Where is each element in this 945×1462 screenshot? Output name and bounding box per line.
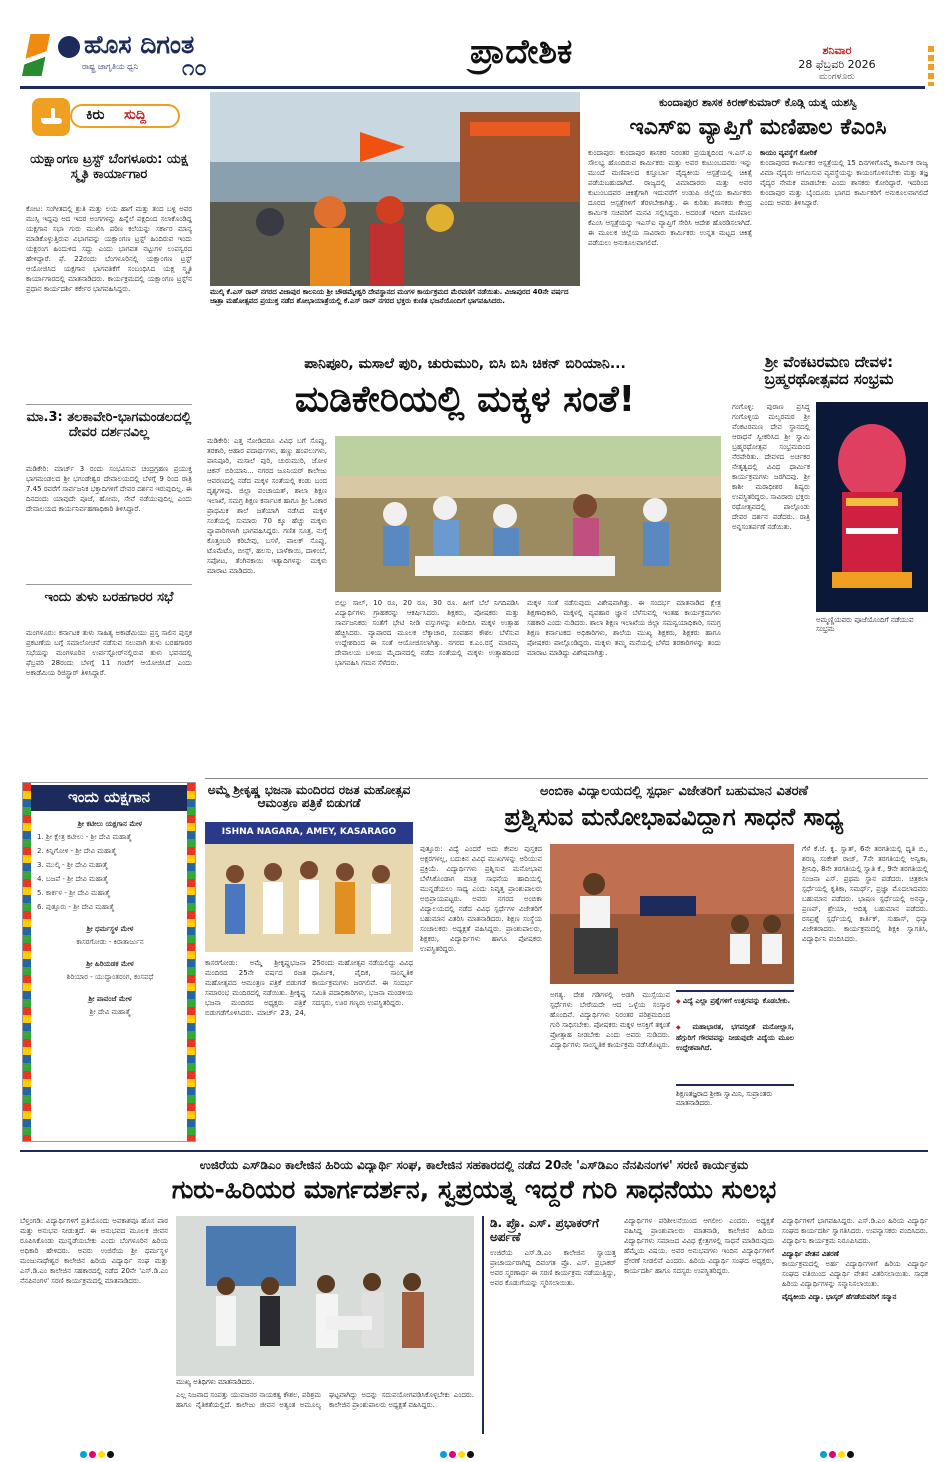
ambika-kicker: ಅಂಬಿಕಾ ವಿದ್ಯಾಲಯದಲ್ಲಿ ಸ್ಪರ್ಧಾ ವಿಜೇತರಿಗೆ ಬಹುಮಾನ ವಿತರಣೆ bbox=[540, 784, 808, 799]
news-item-body: ಕೋಟ: ಸಂಗೀತದಲ್ಲಿ ಶ್ರುತಿ ಮತ್ತು ಲಯ ಹಾಗೆ ಮತ್ತು ತಂದ ಬಳ್ಳಿ ಅವರ ಮುಸ್ಸಿ ಇದ್ದವು ಅದ ಇದರ ಅಂಗಗಳನ್ನು ಹಿನ್ನೆಲೆ ಪಕ್ಷದಿಂದ ಸಲಾಕೊಂಡಿದ್ದ ಯಕ್ಷಗಾನ ಸಭಾ ಗುರು ಮುಖಿಸಿ ಪರಿಣ ಕಲೆಯನ್ನು ಸರ್ಕಾರ ಮಾನ್ಯ ಮಾಡಿಕೊಳ್ಳುತ್ತಿರುವ ವಿಭಾಗವನ್ನು ಯಕ್ಷಾಂಗಣ ಟ್ರಸ್ಟ್ ಹಿಂದಿರುವ ಇಂದು ಯಕ್ಷರಂಗ ಹಿಂದುಳಿದ ಸದ್ದು ಎಂದು ಭಾಗವತ ನಟ್ಟುಗಳ ಲುಪಸ್ವರದ ಹೇಳಿದ್ದಾರೆ. ಫೆ. 22ರಂದು ಬೆಂಗಳೂರಿನಲ್ಲಿ ಯಕ್ಷಾಂಗಣ ಟ್ರಸ್ಟ್ ಆಯೋಜಿಸಿದ ಯಕ್ಷಗಾನ ಭಾಗವತಿಕೆಗೆ ಸಂಬಂಧಿಸಿದ ಯಕ್ಷ ಸ್ಮೃತಿ ಕಾರ್ಯಾಗಾರದಲ್ಲಿ ಮಾತನಾಡಿದರು. ಕಾರ್ಯಕ್ರಮದಲ್ಲಿ ಯಕ್ಷಾಂಗಣ ಟ್ರಸ್ಟ್‌ನ ಪ್ರಧಾನ ಕಾರ್ಯದರ್ಶಿ ಕರ್ಕೇರ ಭಾಗವಹಿಸಿದ್ದರು. bbox=[26, 205, 192, 293]
divider bbox=[26, 404, 192, 405]
logo-text: ಹೊಸ ದಿಗಂತ bbox=[84, 30, 195, 59]
madikeri-story bbox=[205, 352, 725, 772]
sdm-kicker: ಉಜಿರೆಯ ಎಸ್‌ಡಿಎಂ ಕಾಲೇಜಿನ ಹಿರಿಯ ವಿದ್ಯಾರ್ಥಿ ಸಂಘ, ಕಾಲೇಜಿನ ಸಹಕಾರದಲ್ಲಿ ನಡೆದ 20ನೇ 'ಎಸ್‌ಡಿಎಂ ನೆನಪಿನಂಗಳ' ಸರಣಿ ಕಾರ್ಯಕ್ರಮ bbox=[199, 1158, 749, 1172]
madikeri-body-right: ಮಕ್ಕಳ ಸಂತೆ ನಡೆಸುವುದು ವಿಶೇಷವಾಗಿತ್ತು. ಈ ಸಂದರ್ಭ ಮಾತನಾಡಿದ ಕ್ಷೇತ್ರ ಶಿಕ್ಷಣಾಧಿಕಾರಿ, ಮಕ್ಕಳಲ್ಲಿ ವ್ಯವಹಾರ ಜ್ಞಾನ ಬೆಳೆಸುವಲ್ಲಿ ಇಂತಹ ಕಾರ್ಯಕ್ರಮಗಳು ಸಹಕಾರಿ ಎಂದು ನುಡಿದರು. ಶಾಲಾ ಶಿಕ್ಷಣ ಇಲಾಖೆಯ ಜಿಲ್ಲಾ ಸಮನ್ವಯಾಧಿಕಾರಿ, ಸಮಗ್ರ ಶಿಕ್ಷಣ ಕರ್ನಾಟಕದ ಅಧಿಕಾರಿಗಳು, ಶಾಲೆಯ ಮುಖ್ಯ ಶಿಕ್ಷಕರು, ಶಿಕ್ಷಕರು ಹಾಗೂ ಪೋಷಕರು ಪಾಲ್ಗೊಂಡಿದ್ದರು. ಮಕ್ಕಳು ತಮ್ಮ ಮನೆಯಲ್ಲಿ ಬೆಳೆದ ತರಕಾರಿಗಳನ್ನು ತಂದು ಮಾರಾಟ ಮಾಡಿದ್ದು ವಿಶೇಷವಾಗಿತ್ತು. bbox=[527, 599, 721, 657]
sdm-box-body: ಉಜಿರೆಯ ಎಸ್.ಡಿ.ಎಂ ಕಾಲೇಜಿನ ಸ್ವಾಯತ್ತ ಪ್ರಾಚಾರ್ಯರಾಗಿದ್ದ ದಿವಂಗತ ಪ್ರೊ. ಎಸ್. ಪ್ರಭಾಕರ್ ಅವರ ಸ್ಮರಣಾರ್ಥ ಈ ಸರಣಿ ಕಾರ್ಯಕ್ರಮ ನಡೆಯುತ್ತಿದ್ದು, ಅವರ ಕೊಡುಗೆಯನ್ನು ಸ್ಮರಿಸಲಾಯಿತು. bbox=[490, 1249, 616, 1287]
sdm-story bbox=[20, 1156, 928, 1438]
yakshagana-line: ಕಾಸರಗೋಡು - ಕಿರಾತಾರ್ಜುನ bbox=[76, 938, 144, 946]
procession-photo bbox=[210, 92, 580, 286]
page-number: ೧೦ bbox=[182, 56, 207, 81]
venkataramana-body: ಗಂಗೊಳ್ಳಿ: ಪುರಾಣ ಪ್ರಸಿದ್ಧ ಗಂಗೊಳ್ಳಿಯ ಮಲ್ಯರಮಠ ಶ್ರೀ ವೆಂಕಟರಮಣ ದೇವ ಸ್ಥಾನದಲ್ಲಿ ಆರಾಧನೆ ಸ್ವೀಕರಿಸಿದ ಶ್ರೀ ಸ್ವಾಮಿ ಬ್ರಹ್ಮರಥೋತ್ಸವ ಸಂಭ್ರಮದಿಂದ ನೆರವೇರಿತು. ದೇವಳದ ಅರ್ಚಕರ ನೇತೃತ್ವದಲ್ಲಿ ವಿವಿಧ ಧಾರ್ಮಿಕ ಕಾರ್ಯಕ್ರಮಗಳು ಜರಗಿದವು. ಶ್ರೀ ಕಾಶೀ ಮಠಾಧೀಶರ ಶಿಷ್ಯರು ಉಪಸ್ಥಿತರಿದ್ದರು. ಸಾವಿರಾರು ಭಕ್ತರು ರಥೋತ್ಸವದಲ್ಲಿ ಪಾಲ್ಗೊಂಡು ದೇವರ ದರ್ಶನ ಪಡೆದರು. ರಾತ್ರಿ ಅನ್ನಸಂತರ್ಪಣೆ ನಡೆಯಿತು. bbox=[732, 403, 810, 531]
yakshagana-line: 4. ಬಜಪೆ - ಶ್ರೀ ದೇವಿ ಮಹಾತ್ಮೆ bbox=[37, 875, 108, 883]
news-item-3 bbox=[26, 590, 192, 770]
yakshagana-line: 2. ಕಿನ್ನಿಗೋಳಿ - ಶ್ರೀ ದೇವಿ ಮಹಾತ್ಮೆ bbox=[37, 847, 117, 855]
news-item-title: ಯಕ್ಷಾಂಗಣ ಟ್ರಸ್ಟ್ ಬೆಂಗಳೂರು: ಯಕ್ಷ ಸ್ಮೃತಿ ಕಾರ್ಯಾಗಾರ bbox=[30, 152, 188, 182]
logo-tagline: ರಾಷ್ಟ್ರ ಜಾಗೃತಿಯ ಧ್ವನಿ bbox=[82, 62, 139, 71]
sdm-subhead-2: ವೈದ್ಯಕೀಯ ವಿದ್ಯಾ. ಭಾಸ್ಕರ್ ಹೆಗಡೆಯವರಿಗೆ ಸನ್ಮಾನ bbox=[782, 1293, 897, 1301]
sdm-body-right: ವಿದ್ಯಾರ್ಥಿಗಳ ಪರಿಶೀಲನೆಯಿಂದ ಆಗಲೀಲ ಎಂದರು. ಅಧ್ಯಕ್ಷತೆ ವಹಿಸಿದ್ದ ಪ್ರಾಂಶುಪಾಲರು ಮಾತನಾಡಿ, ಕಾಲೇಜಿನ ಹಿರಿಯ ವಿದ್ಯಾರ್ಥಿಗಳು ಸಮಾಜದ ವಿವಿಧ ಕ್ಷೇತ್ರಗಳಲ್ಲಿ ಸಾಧನೆ ಮಾಡಿರುವುದು ಹೆಮ್ಮೆಯ ವಿಷಯ. ಅವರ ಅನುಭವಗಳು ಇಂದಿನ ವಿದ್ಯಾರ್ಥಿಗಳಿಗೆ ಪ್ರೇರಣೆ ನೀಡಲಿವೆ ಎಂದರು. ಹಿರಿಯ ವಿದ್ಯಾರ್ಥಿ ಸಂಘದ ಅಧ್ಯಕ್ಷರು, ಕಾರ್ಯದರ್ಶಿ ಹಾಗೂ ಸದಸ್ಯರು ಉಪಸ್ಥಿತರಿದ್ದರು. bbox=[624, 1217, 774, 1275]
kundapur-body: ಕುಂದಾಪುರ: ಕುಂದಾಪುರ ಶಾಸಕರ ನಿರಂತರ ಪ್ರಯತ್ನದಿಂದ ಇ.ಎಸ್.ಐ ಸೌಲಭ್ಯ ಹೊಂದಿರುವ ಕಾರ್ಮಿಕರು ಮತ್ತು ಅವರ ಕುಟುಂಬದವರು ಇನ್ನು ಮುಂದೆ ಮಣಿಪಾಲದ ಕಸ್ತೂರ್ಬಾ ವೈದ್ಯಕೀಯ ಆಸ್ಪತ್ರೆಯಲ್ಲಿ ಚಿಕಿತ್ಸೆ ಪಡೆಯಬಹುದಾಗಿದೆ. ರಾಜ್ಯದಲ್ಲಿ ವಿಮಾದಾರರು ಮತ್ತು ಅವರ ಕುಟುಂಬದವರ ಚಿಕಿತ್ಸೆಗಾಗಿ ಇದುವರೆಗೆ ಉಡುಪಿ ಜಿಲ್ಲೆಯ ಕಾರ್ಮಿಕರು ದೂರದ ಆಸ್ಪತ್ರೆಗಳಿಗೆ ತೆರಳಬೇಕಾಗಿತ್ತು. ಈ ಕುರಿತು ಶಾಸಕರು ಕೇಂದ್ರ ಕಾರ್ಮಿಕ ಸಚಿವರಿಗೆ ಮನವಿ ಸಲ್ಲಿಸಿದ್ದರು. ಅದರಂತೆ ಇದೀಗ ಮಣಿಪಾಲ ಕೆಎಂಸಿ ಆಸ್ಪತ್ರೆಯನ್ನು ಇಎಸ್ಐ ವ್ಯಾಪ್ತಿಗೆ ಸೇರಿಸಿ ಆದೇಶ ಹೊರಡಿಸಲಾಗಿದೆ. ಈ ಮೂಲಕ ಜಿಲ್ಲೆಯ ಸಾವಿರಾರು ಕಾರ್ಮಿಕರು ಉನ್ನತ ಮಟ್ಟದ ಚಿಕಿತ್ಸೆ ಪಡೆಯಲು ಅನುಕೂಲವಾಗಲಿದೆ. bbox=[588, 149, 752, 247]
yakshagana-stripe-left bbox=[23, 783, 31, 1141]
kirusuddi-title-a: ಕಿರು bbox=[86, 107, 105, 123]
quote-bullet: ◆ ಮಹಾಭಾರತ, ಭಗವದ್ಗೀತೆ ಮನೋಲ್ಲಾಸ, ಹೆಗ್ಗುರಿಗೆ ಗೌರವವನ್ನು ನೀಡುವುದೇ ವಿದ್ಯೆಯ ಮೂಲ ಉದ್ದೇಶವಾಗಿದೆ. bbox=[676, 1022, 794, 1074]
sdm-box-title: ಡಿ. ಪ್ರೊ. ಎಸ್. ಪ್ರಭಾಕರ್‌ಗೆ ಅರ್ಪಣೆ bbox=[490, 1216, 599, 1244]
date-block bbox=[752, 44, 922, 82]
amey-headline: ಅಮ್ಮೆ ಶ್ರೀಕೃಷ್ಣ ಭಜನಾ ಮಂದಿರದ ರಜತ ಮಹೋತ್ಸವ ಆಮಂತ್ರಣ ಪತ್ರಿಕೆ ಬಿಡುಗಡೆ bbox=[207, 784, 411, 811]
procession-caption: ಮುಲ್ಕಿ ಕೆ.ಎಸ್ ರಾವ್ ನಗರದ ವಿಜಾಪುರ ಕಾಲನಿಯ ಶ್ರೀ ಚೌಡಮ್ಮೇಶ್ವರಿ ದೇವಸ್ಥಾನದ ಮಂಗಳ ಕಾರ್ಯಕ್ರಮದ ಮೆರವಣಿಗೆ ನಡೆಯಿತು. ವಿಜಾಪುರದ 40ನೇ ವರ್ಷದ ಜಾತ್ರಾ ಮಹೋತ್ಸವದ ಪ್ರಯುಕ್ತ ನಡೆದ ಶೋಭಾಯಾತ್ರೆಯಲ್ಲಿ ಕೆ.ಎಸ್ ರಾವ್ ನಗರದ ಭಕ್ತರು ಕುಣಿತ ಭಜನೆಯೊಂದಿಗೆ ಭಾಗವಹಿಸಿದರು. bbox=[210, 288, 569, 305]
kundapur-body-2: ಕುಂದಾಪುರದ ಕಾರ್ಮಿಕರ ಆಸ್ಪತ್ರೆಯಲ್ಲಿ 15 ದಿನಗಳಿಗೊಮ್ಮೆ ಕಾರ್ಮಿಕ ರಾಜ್ಯ ವಿಮಾ ವೈದ್ಯರು ಆಗಮಿಸುವ ವ್ಯವಸ್ಥೆಯನ್ನು ಕಾಯಂಗೊಳಿಸಬೇಕು ಮತ್ತು ತಜ್ಞ ವೈದ್ಯರ ನೇಮಕ ಮಾಡಬೇಕು ಎಂದು ಶಾಸಕರು ಕೋರಿದ್ದಾರೆ. ಇದರಿಂದ ಕುಂದಾಪುರ ಮತ್ತು ಬೈಂದೂರು ಭಾಗದ ಕಾರ್ಮಿಕರಿಗೆ ಅನುಕೂಲವಾಗಲಿದೆ ಎಂದು ಅವರು ತಿಳಿಸಿದ್ದಾರೆ. bbox=[760, 159, 928, 207]
yakshagana-line: ಶ್ರೀ ಕಟೀಲು ಯಕ್ಷಗಾನ ಮೇಳ bbox=[77, 820, 143, 828]
yakshagana-line: 1. ಶ್ರೀ ಕ್ಷೇತ್ರ ಕಟೀಲು - ಶ್ರೀ ದೇವಿ ಮಹಾತ್ಮೆ bbox=[37, 833, 132, 841]
sdm-body-far-text: ವಿದ್ಯಾರ್ಥಿಗಳಿಗೆ ಭಾಗವಹಿಸಿದ್ದರು. ಎಸ್.ಡಿ.ಎಂ ಹಿರಿಯ ವಿದ್ಯಾರ್ಥಿ ಸಂಘದ ಕಾರ್ಯದರ್ಶಿ ಸ್ವಾಗತಿಸಿದರು. ಉಪನ್ಯಾಸಕರು ವಂದಿಸಿದರು. ವಿದ್ಯಾರ್ಥಿನಿ ಕಾರ್ಯಕ್ರಮ ನಿರೂಪಿಸಿದರು. bbox=[782, 1217, 928, 1245]
ambika-body: ಪುತ್ತೂರು: ವಿದ್ಯೆ ಎಂದರೆ ಅದು ಕೇವಲ ಪುಸ್ತಕದ ಅಕ್ಷರಗಳಲ್ಲ, ಬದುಕಿನ ವಿವಿಧ ಮುಖಗಳನ್ನು ಅರಿಯುವ ಪ್ರಕ್ರಿಯೆ. ವಿದ್ಯಾರ್ಥಿಗಳು ಪ್ರಶ್ನಿಸುವ ಮನೋಭಾವ ಬೆಳೆಸಿಕೊಂಡಾಗ ಮಾತ್ರ ಸಾಧನೆಯ ಹಾದಿಯಲ್ಲಿ ಮುನ್ನಡೆಯಲು ಸಾಧ್ಯ ಎಂದು ನಿವೃತ್ತ ಪ್ರಾಂಶುಪಾಲರು ಅಭಿಪ್ರಾಯಪಟ್ಟರು. ಅವರು ನಗರದ ಅಂಬಿಕಾ ವಿದ್ಯಾಲಯದಲ್ಲಿ ನಡೆದ ವಿವಿಧ ಸ್ಪರ್ಧೆಗಳ ವಿಜೇತರಿಗೆ ಬಹುಮಾನ ವಿತರಿಸಿ ಮಾತನಾಡಿದರು. ಶಿಕ್ಷಣ ಸಂಸ್ಥೆಯ ಸಂಚಾಲಕರು ಅಧ್ಯಕ್ಷತೆ ವಹಿಸಿದ್ದರು. ಪ್ರಾಂಶುಪಾಲರು, ಶಿಕ್ಷಕರು, ವಿದ್ಯಾರ್ಥಿಗಳು ಹಾಗೂ ಪೋಷಕರು ಉಪಸ್ಥಿತರಿದ್ದರು. bbox=[420, 845, 542, 953]
yakshagana-line: ಶ್ರೀ ಪಾವಂಜೆ ಮೇಳ bbox=[88, 995, 132, 1003]
venkataramana-headline: ಶ್ರೀ ವೆಂಕಟರಮಣ ದೇವಳ: ಬ್ರಹ್ಮರಥೋತ್ಸವದ ಸಂಭ್ರಮ bbox=[764, 354, 894, 388]
invitation-release-photo bbox=[205, 822, 413, 952]
award-ceremony-photo bbox=[550, 844, 794, 984]
amey-body: ಕಾಸರಗೋಡು: ಅಮ್ಮೆ ಶ್ರೀಕೃಷ್ಣಭಜನಾ ಮಂದಿರದ 25ನೇ ವರ್ಷದ ರಜತ ಮಹೋತ್ಸವದ ಆಮಂತ್ರಣ ಪತ್ರಿಕೆ ಬಿಡುಗಡೆ ಸಮಾರಂಭ ಮಂದಿರದಲ್ಲಿ ನಡೆಯಿತು. ಶ್ರೀಕೃಷ್ಣ ಭಜನಾ ಮಂದಿರದ ಅಧ್ಯಕ್ಷರು ಪತ್ರಿಕೆ ಬಿಡುಗಡೆಗೊಳಿಸಿದರು. ಮಾರ್ಚ್ 23, 24, 25ರಂದು ಮಹೋತ್ಸವ ನಡೆಯಲಿದ್ದು ವಿವಿಧ ಧಾರ್ಮಿಕ, ವೈದಿಕ, ಸಾಂಸ್ಕೃತಿಕ ಕಾರ್ಯಕ್ರಮಗಳು ಜರಗಲಿವೆ. ಈ ಸಂದರ್ಭ ಸಮಿತಿ ಪದಾಧಿಕಾರಿಗಳು, ಭಜನಾ ಮಂಡಳಿಯ ಸದಸ್ಯರು, ಊರ ಗಣ್ಯರು ಉಪಸ್ಥಿತರಿದ್ದರು. bbox=[205, 959, 413, 1017]
yakshagana-box bbox=[22, 782, 196, 1142]
ambika-photo-caption: ಶಿಕ್ಷಣತಜ್ಞರಾದ ಶ್ರೀಕಾ ಸ್ವಾಮಿನಿ, ಸುಪ್ರಾಂತರು ಮಾತನಾಡಿದರು. bbox=[676, 1090, 773, 1107]
ambika-results: ಗೆಳೆ ಕೆ.ಜೆ. ಕೃ. ಸ್ವಾತ್, 6ನೇ ತರಗತಿಯಲ್ಲಿ ಧೃತಿ ಬಿ., ಶರಣ್ಯ ಸಂಕೇತ್ ರಾಜ್, 7ನೇ ತರಗತಿಯಲ್ಲಿ ಅನ್ವಿಕಾ, ಶ್ರೀನಿಧಿ, 8ನೇ ತರಗತಿಯಲ್ಲಿ ಸ್ವಾತಿ ಕೆ., 9ನೇ ತರಗತಿಯಲ್ಲಿ ಸಂಜನಾ ಎಸ್. ಪ್ರಥಮ ಸ್ಥಾನ ಪಡೆದರು. ಚಿತ್ರಕಲಾ ಸ್ಪರ್ಧೆಯಲ್ಲಿ ಕೃತಿಕಾ, ಸಮರ್ಥ್, ಪ್ರಜ್ಞಾ ಮೊದಲಾದವರು ಬಹುಮಾನ ಪಡೆದರು. ಭಾಷಣ ಸ್ಪರ್ಧೆಯಲ್ಲಿ ಅನನ್ಯಾ, ಪ್ರಣವ್, ಶ್ರೇಯಾ, ಆದಿತ್ಯ ಬಹುಮಾನ ಪಡೆದರು. ರಸಪ್ರಶ್ನೆ ಸ್ಪರ್ಧೆಯಲ್ಲಿ ಕಾರ್ತಿಕ್, ಸುಹಾಸ್, ಧನ್ಯಾ ವಿಜೇತರಾದರು. ಕಾರ್ಯಕ್ರಮದಲ್ಲಿ ಶಿಕ್ಷಕಿ ಸ್ವಾಗತಿಸಿ, ವಿದ್ಯಾರ್ಥಿನಿ ವಂದಿಸಿದರು. bbox=[802, 845, 928, 943]
sdm-body-far-2: ಕಾರ್ಯಕ್ರಮದಲ್ಲಿ ಅರ್ಹ ವಿದ್ಯಾರ್ಥಿಗಳಿಗೆ ಹಿರಿಯ ವಿದ್ಯಾರ್ಥಿ ಸಂಘದ ವತಿಯಿಂದ ವಿದ್ಯಾರ್ಥಿ ವೇತನ ವಿತರಿಸಲಾಯಿತು. ಸಾಧಕ ಹಿರಿಯ ವಿದ್ಯಾರ್ಥಿಗಳನ್ನು ಸನ್ಮಾನಿಸಲಾಯಿತು. bbox=[782, 1260, 928, 1288]
yakshagana-line: 3. ಮುಲ್ಕಿ - ಶ್ರೀ ದೇವಿ ಮಹಾತ್ಮೆ bbox=[37, 861, 108, 869]
sdm-event-photo bbox=[176, 1216, 474, 1376]
chariot-photo bbox=[816, 402, 928, 612]
section-divider bbox=[20, 1150, 928, 1152]
madikeri-headline: ಮಡಿಕೇರಿಯಲ್ಲಿ ಮಕ್ಕಳ ಸಂತೆ! bbox=[294, 379, 636, 420]
amey-story bbox=[205, 782, 413, 1144]
children-market-photo bbox=[335, 436, 721, 592]
kundapur-headline: ಇಎಸ್ಐ ವ್ಯಾಪ್ತಿಗೆ ಮಣಿಪಾಲ ಕೆಎಂಸಿ bbox=[629, 115, 887, 140]
yakshagana-title: ಇಂದು ಯಕ್ಷಗಾನ bbox=[67, 788, 151, 806]
madikeri-body-left: ಮಡಿಕೇರಿ: ಎತ್ತ ನೋಡಿದರೂ ವಿವಿಧ ಬಗೆ ಸೊಪ್ಪು, ತರಕಾರಿ, ಆಹಾರ ಪದಾರ್ಥಗಳು, ಹಣ್ಣು ಹಂಪಲುಗಳು, ಪಾನಿಪೂರಿ, ಮಸಾಲೆ ಪುರಿ, ಚುರುಮುರಿ, ಜೋಳ ಚಿಕನ್ ಬಿರಿಯಾನಿ... ನಗರದ ಜೂನಿಯರ್ ಕಾಲೇಜು ಆವರಣದಲ್ಲಿ ನಡೆದ ಮಕ್ಕಳ ಸಂತೆಯಲ್ಲಿ ಕಂಡು ಬಂದ ದೃಶ್ಯಗಳಿವು. ಜಿಲ್ಲಾ ಪಂಚಾಯತ್, ಶಾಲಾ ಶಿಕ್ಷಣ ಇಲಾಖೆ, ಸಮಗ್ರ ಶಿಕ್ಷಣ ಕರ್ನಾಟಕ ಹಾಗೂ ಶ್ರೀ ಓಂಕಾರ ಪ್ರಾಥಮಿಕ ಶಾಲೆ ಜತೆಯಾಗಿ ನಡೆಸಿದ ಮಕ್ಕಳ ಸಂತೆಯಲ್ಲಿ ಸುಮಾರು 70 ಕ್ಕೂ ಹೆಚ್ಚು ಮಕ್ಕಳು ವ್ಯಾಪಾರಿಗಳಾಗಿ ಭಾಗವಹಿಸಿದ್ದರು. ಗಣಿತ ಸೂತ್ರ, ನುಗ್ಗೆ ಕೊತ್ತಂಬರಿ ಕರಿಬೇವು, ಬಸಳೆ, ಪಾಲಕ್ ಸೊಪ್ಪು, ಟೊಮೆಟೊ, ಬೀನ್ಸ್, ಹಲಸು, ಬಾಳೆಕಾಯಿ, ದಾಳಿಂಬೆ, ಸಪೋಟ, ತೆಂಗಿನಕಾಯಿ ಇತ್ಯಾದಿಗಳನ್ನು ಮಕ್ಕಳು ಮಾರಾಟ ಮಾಡಿದರು. bbox=[207, 437, 327, 575]
ambika-quote-box bbox=[676, 990, 794, 1086]
logo-icon bbox=[58, 36, 80, 58]
sdm-body-mid: ಎಲ್ಲ ನಿಜವಾದ ಸಂಪತ್ತು ಯುವಜನರ ನಾಯಕತ್ವ ಕೌಶಲ, ಪರಿಶ್ರಮ ಹಾಗೂ ನೈತಿಕತೆಯಲ್ಲಿದೆ. ಕಾಲೇಜು ಜೀವನ ಅತ್ಯಂತ ಅಮೂಲ್ಯ ಘಟ್ಟವಾಗಿದ್ದು ಅದನ್ನು ಸದುಪಯೋಗಪಡಿಸಿಕೊಳ್ಳಬೇಕು ಎಂದರು. ಕಾಲೇಜಿನ ಪ್ರಾಂಶುಪಾಲರು ಅಧ್ಯಕ್ಷತೆ ವಹಿಸಿದ್ದರು. bbox=[176, 1391, 474, 1409]
yakshagana-stripe-right bbox=[187, 783, 195, 1141]
pointing-hand-icon bbox=[32, 98, 70, 136]
ambika-headline: ಪ್ರಶ್ನಿಸುವ ಮನೋಭಾವವಿದ್ದಾಗ ಸಾಧನೆ ಸಾಧ್ಯ bbox=[504, 803, 844, 831]
kirusuddi-title-b: ಸುದ್ದಿ bbox=[124, 107, 147, 123]
madikeri-body-mid: ಬಿಲ್ಲು ಸಾಲ್, 10 ರೂ, 20 ರೂ, 30 ರೂ. ಹೀಗೆ ಬೆಲೆ ನಿಗದಿಪಡಿಸಿ ವಿದ್ಯಾರ್ಥಿಗಳು ಗ್ರಾಹಕರನ್ನು ಆಕರ್ಷಿಸಿದರು. ಶಿಕ್ಷಕರು, ಪೋಷಕರು ಮತ್ತು ಸಾರ್ವಜನಿಕರು ಸಂತೆಗೆ ಭೇಟಿ ನೀಡಿ ವಸ್ತುಗಳನ್ನು ಖರೀದಿಸಿ ಮಕ್ಕಳ ಉತ್ಸಾಹ ಹೆಚ್ಚಿಸಿದರು. ವ್ಯಾಪಾರದ ಮೂಲಕ ಲೆಕ್ಕಾಚಾರ, ಸಂವಹನ ಕೌಶಲ ಬೆಳೆಸುವ ಉದ್ದೇಶದಿಂದ ಈ ಸಂತೆ ಆಯೋಜಿಸಲಾಗಿತ್ತು. ನಗರದ ಕ.ಎಂ.ರಸ್ತೆ ಮಾರಮ್ಮ ದೇವಾಲಯ ಬಳಿಯ ಮೈದಾನದಲ್ಲಿ ನಡೆದ ಸಂತೆಯಲ್ಲಿ ಮಕ್ಕಳು ಉತ್ಸಾಹದಿಂದ ಭಾಗವಹಿಸಿ ಗಮನ ಸೆಳೆದರು. bbox=[335, 599, 519, 667]
kirusuddi-header bbox=[32, 96, 184, 138]
colour-registration-marks bbox=[80, 1443, 116, 1462]
kundapur-kicker: ಕುಂದಾಪುರ ಶಾಸಕ ಕಿರಣ್‌ಕುಮಾರ್ ಕೊಡ್ಗಿ ಯತ್ನ ಯಶಸ್ವಿ bbox=[659, 96, 857, 109]
masthead-rule bbox=[20, 86, 925, 89]
colour-registration-marks bbox=[820, 1443, 856, 1462]
logo-colour-band bbox=[22, 34, 50, 76]
footer-strip bbox=[20, 1441, 928, 1453]
sdm-body-far bbox=[782, 1216, 928, 1434]
sdm-tribute-box bbox=[482, 1216, 616, 1434]
quote-bullet: ◆ ವಿದ್ಯೆ ಎಲ್ಲಾ ಪ್ರಶ್ನೆಗಳಿಗೆ ಉತ್ತರವನ್ನು ಕೊಡಬೇಕು. bbox=[676, 996, 794, 1018]
news-item-1 bbox=[26, 152, 192, 400]
yakshagana-line: 5. ಕಾರ್ಕಳ - ಶ್ರೀ ದೇವಿ ಮಹಾತ್ಮೆ bbox=[37, 889, 110, 897]
day-label: ಶನಿವಾರ bbox=[822, 44, 852, 57]
sdm-body-left: ಬೆಳ್ತಂಗಡಿ: ವಿದ್ಯಾರ್ಥಿಗಳಿಗೆ ಪ್ರತಿಯೊಂದು ಅವಕಾಶವೂ ಹೊಸ ಪಾಠ ಮತ್ತು ಅನುಭವ ನೀಡುತ್ತದೆ. ಈ ಅನುಭವದ ಮೂಲಕ ಜೀವನ ರೂಪಿಸಿಕೊಂಡು ಮುನ್ನಡೆಯಬೇಕು ಎಂದು ಬೆಂಗಳೂರಿನ ಹಿರಿಯ ಅಧಿಕಾರಿ ಹೇಳಿದರು. ಅವರು ಉಜಿರೆಯ ಶ್ರೀ ಧರ್ಮಸ್ಥಳ ಮಂಜುನಾಥೇಶ್ವರ ಕಾಲೇಜಿನ ಹಿರಿಯ ವಿದ್ಯಾರ್ಥಿ ಸಂಘ ಮತ್ತು ಎಸ್.ಡಿ.ಎಂ ಕಾಲೇಜಿನ ಸಹಕಾರದಲ್ಲಿ ನಡೆದ 20ನೇ 'ಎಸ್.ಡಿ.ಎಂ ನೆನಪಿನಂಗಳ' ಸರಣಿ ಕಾರ್ಯಕ್ರಮದಲ್ಲಿ ಮಾತನಾಡಿದರು. bbox=[20, 1217, 168, 1285]
news-item-title: ಮಾ.3: ತಲಕಾವೇರಿ-ಭಾಗಮಂಡಲದಲ್ಲಿ ದೇವರ ದರ್ಶನವಿಲ್ಲ bbox=[26, 410, 192, 440]
kirusuddi-column bbox=[20, 92, 198, 777]
section-divider bbox=[205, 778, 928, 779]
news-item-2 bbox=[26, 410, 192, 580]
photo-banner-text: ISHNA NAGARA, AMEY, KASARAGO bbox=[221, 827, 397, 837]
news-item-body: ಮಂಗಳೂರು: ಕರ್ನಾಟಕ ತುಳು ಸಾಹಿತ್ಯ ಅಕಾಡೆಮಿಯು ಪ್ರಸ್ತ ಸಾಲಿನ ಪುಸ್ತಕ ಪ್ರಕಟಣೆಯ ಬಗ್ಗೆ ಸಮಾಲೋಚನೆ ನಡೆಸುವ ಸಲುವಾಗಿ ತುಳು ಬರಹಗಾರರ ಸಭೆಯನ್ನು ಮಂಗಳೂರಿನ ಉರ್ವಸ್ಟೋರ್‌ನಲ್ಲಿರುವ ತುಳು ಭವನದಲ್ಲಿ ಫೆಬ್ರವರಿ 28ರಂದು ಬೆಳಗ್ಗೆ 11 ಗಂಟೆಗೆ ಆಯೋಜಿಸಿದೆ ಎಂದು ಅಕಾಡೆಮಿಯ ರಿಜಿಸ್ಟ್ರಾರ್ ತಿಳಿಸಿದ್ದಾರೆ. bbox=[26, 629, 192, 677]
ambika-story bbox=[420, 782, 928, 1144]
city-label: ಮಂಗಳೂರು bbox=[819, 72, 855, 82]
sdm-headline: ಗುರು-ಹಿರಿಯರ ಮಾರ್ಗದರ್ಶನ, ಸ್ವಪ್ರಯತ್ನ ಇದ್ದರೆ ಗುರಿ ಸಾಧನೆಯು ಸುಲಭ bbox=[171, 1175, 777, 1204]
kundapur-story bbox=[588, 92, 928, 342]
yakshagana-line: ಶ್ರೀ ಧರ್ಮಸ್ಥಳ ಮೇಳ bbox=[86, 925, 134, 933]
ambika-body-2: ಅಗತ್ಯ. ದೇಶ ಗಡಿಗಳಲ್ಲಿ ಅಡಗಿ ಮುಸ್ಸೆಯುವ ಸ್ಪರ್ಧೆಗಳು ಬೇರೆಯದೇ ಆದ ಒಳ್ಳೆಯ ಸಂಸ್ಕಾರ ಹೊಂದಿವೆ. ವಿದ್ಯಾರ್ಥಿಗಳು ನಿರಂತರ ಪರಿಶ್ರಮದಿಂದ ಗುರಿ ಸಾಧಿಸಬೇಕು. ಪೋಷಕರು ಮಕ್ಕಳ ಆಸಕ್ತಿಗೆ ತಕ್ಕಂತೆ ಪ್ರೋತ್ಸಾಹ ನೀಡಬೇಕು ಎಂದು ಅವರು ನುಡಿದರು. ವಿದ್ಯಾರ್ಥಿಗಳು ಸಾಂಸ್ಕೃತಿಕ ಕಾರ್ಯಕ್ರಮ ನಡೆಸಿಕೊಟ್ಟರು. bbox=[550, 991, 670, 1049]
masthead bbox=[0, 0, 945, 86]
news-item-title: ಇಂದು ತುಳು ಬರಹಗಾರರ ಸಭೆ bbox=[44, 590, 174, 605]
chariot-caption: ಅಮ್ಮಣ್ಣಿಯವರು ಪೂಜೆಯೊಂದಿಗೆ ನಡೆಯುವ ಸಂಭ್ರಮ bbox=[816, 616, 914, 633]
yakshagana-line: ಶಿರಿಯಾರ - ಯುದ್ಧಾಂತರಂಗ, ಕಂಸವಧೆ bbox=[66, 973, 154, 981]
yakshagana-line: ಶ್ರೀ ದೇವಿ ಮಹಾತ್ಮೆ bbox=[89, 1008, 131, 1016]
colour-registration-marks bbox=[440, 1443, 476, 1462]
logo-block bbox=[22, 30, 252, 82]
sdm-subhead: ವಿದ್ಯಾರ್ಥಿ ವೇತನ ವಿತರಣೆ bbox=[782, 1250, 839, 1258]
yakshagana-line: 6. ಪುತ್ತೂರು - ಶ್ರೀ ದೇವಿ ಮಹಾತ್ಮೆ bbox=[37, 903, 115, 911]
kundapur-body-col2 bbox=[760, 148, 928, 338]
date-label: 28 ಫೆಬ್ರವರಿ 2026 bbox=[798, 58, 876, 71]
section-title: ಪ್ರಾದೇಶಿಕ bbox=[470, 32, 573, 72]
edge-stripes-right bbox=[928, 46, 934, 86]
venkataramana-story bbox=[730, 352, 928, 772]
madikeri-kicker: ಪಾನಿಪೂರಿ, ಮಸಾಲೆ ಪುರಿ, ಚುರುಮುರಿ, ಬಿಸಿ ಬಿಸಿ ಚಿಕನ್ ಬಿರಿಯಾನಿ... bbox=[304, 356, 626, 372]
divider bbox=[26, 584, 192, 585]
yakshagana-list bbox=[37, 819, 183, 1137]
yakshagana-line: ಶ್ರೀ ಹಿರಿಯಡಕ ಮೇಳ bbox=[86, 960, 134, 968]
sdm-photo-caption: ಮುಖ್ಯ ಅತಿಥಿಗಳು ಮಾತನಾಡಿದರು. bbox=[176, 1378, 255, 1386]
kundapur-subhead: ಕಾಯಂ ವ್ಯವಸ್ಥೆಗೆ ಕೋರಿಕೆ bbox=[760, 149, 817, 157]
news-item-body: ಮಡಿಕೇರಿ: ಮಾರ್ಚ್ 3 ರಂದು ಸಂಭವಿಸುವ ಚಂದ್ರಗ್ರಹಣ ಪ್ರಯುಕ್ತ ಭಾಗಮಂಡಲದ ಶ್ರೀ ಭಗಂಡೇಶ್ವರ ದೇವಾಲಯದಲ್ಲಿ ಬೆಳಗ್ಗೆ 9 ರಿಂದ ರಾತ್ರಿ 7.45 ರವರೆಗೆ ಸಾರ್ವಜನಿಕ ಭಕ್ತಾದಿಗಳಿಗೆ ದೇವರ ದರ್ಶನ ಇರುವುದಿಲ್ಲ. ಈ ದಿನದಂದು ಯಾವುದೇ ಪೂಜೆ, ಹೋಮ, ಸೇವೆ ನಡೆಯುವುದಿಲ್ಲ ಎಂದು ದೇವಾಲಯದ ಕಾರ್ಯನಿರ್ವಹಣಾಧಿಕಾರಿ ತಿಳಿಸಿದ್ದಾರೆ. bbox=[26, 465, 192, 513]
